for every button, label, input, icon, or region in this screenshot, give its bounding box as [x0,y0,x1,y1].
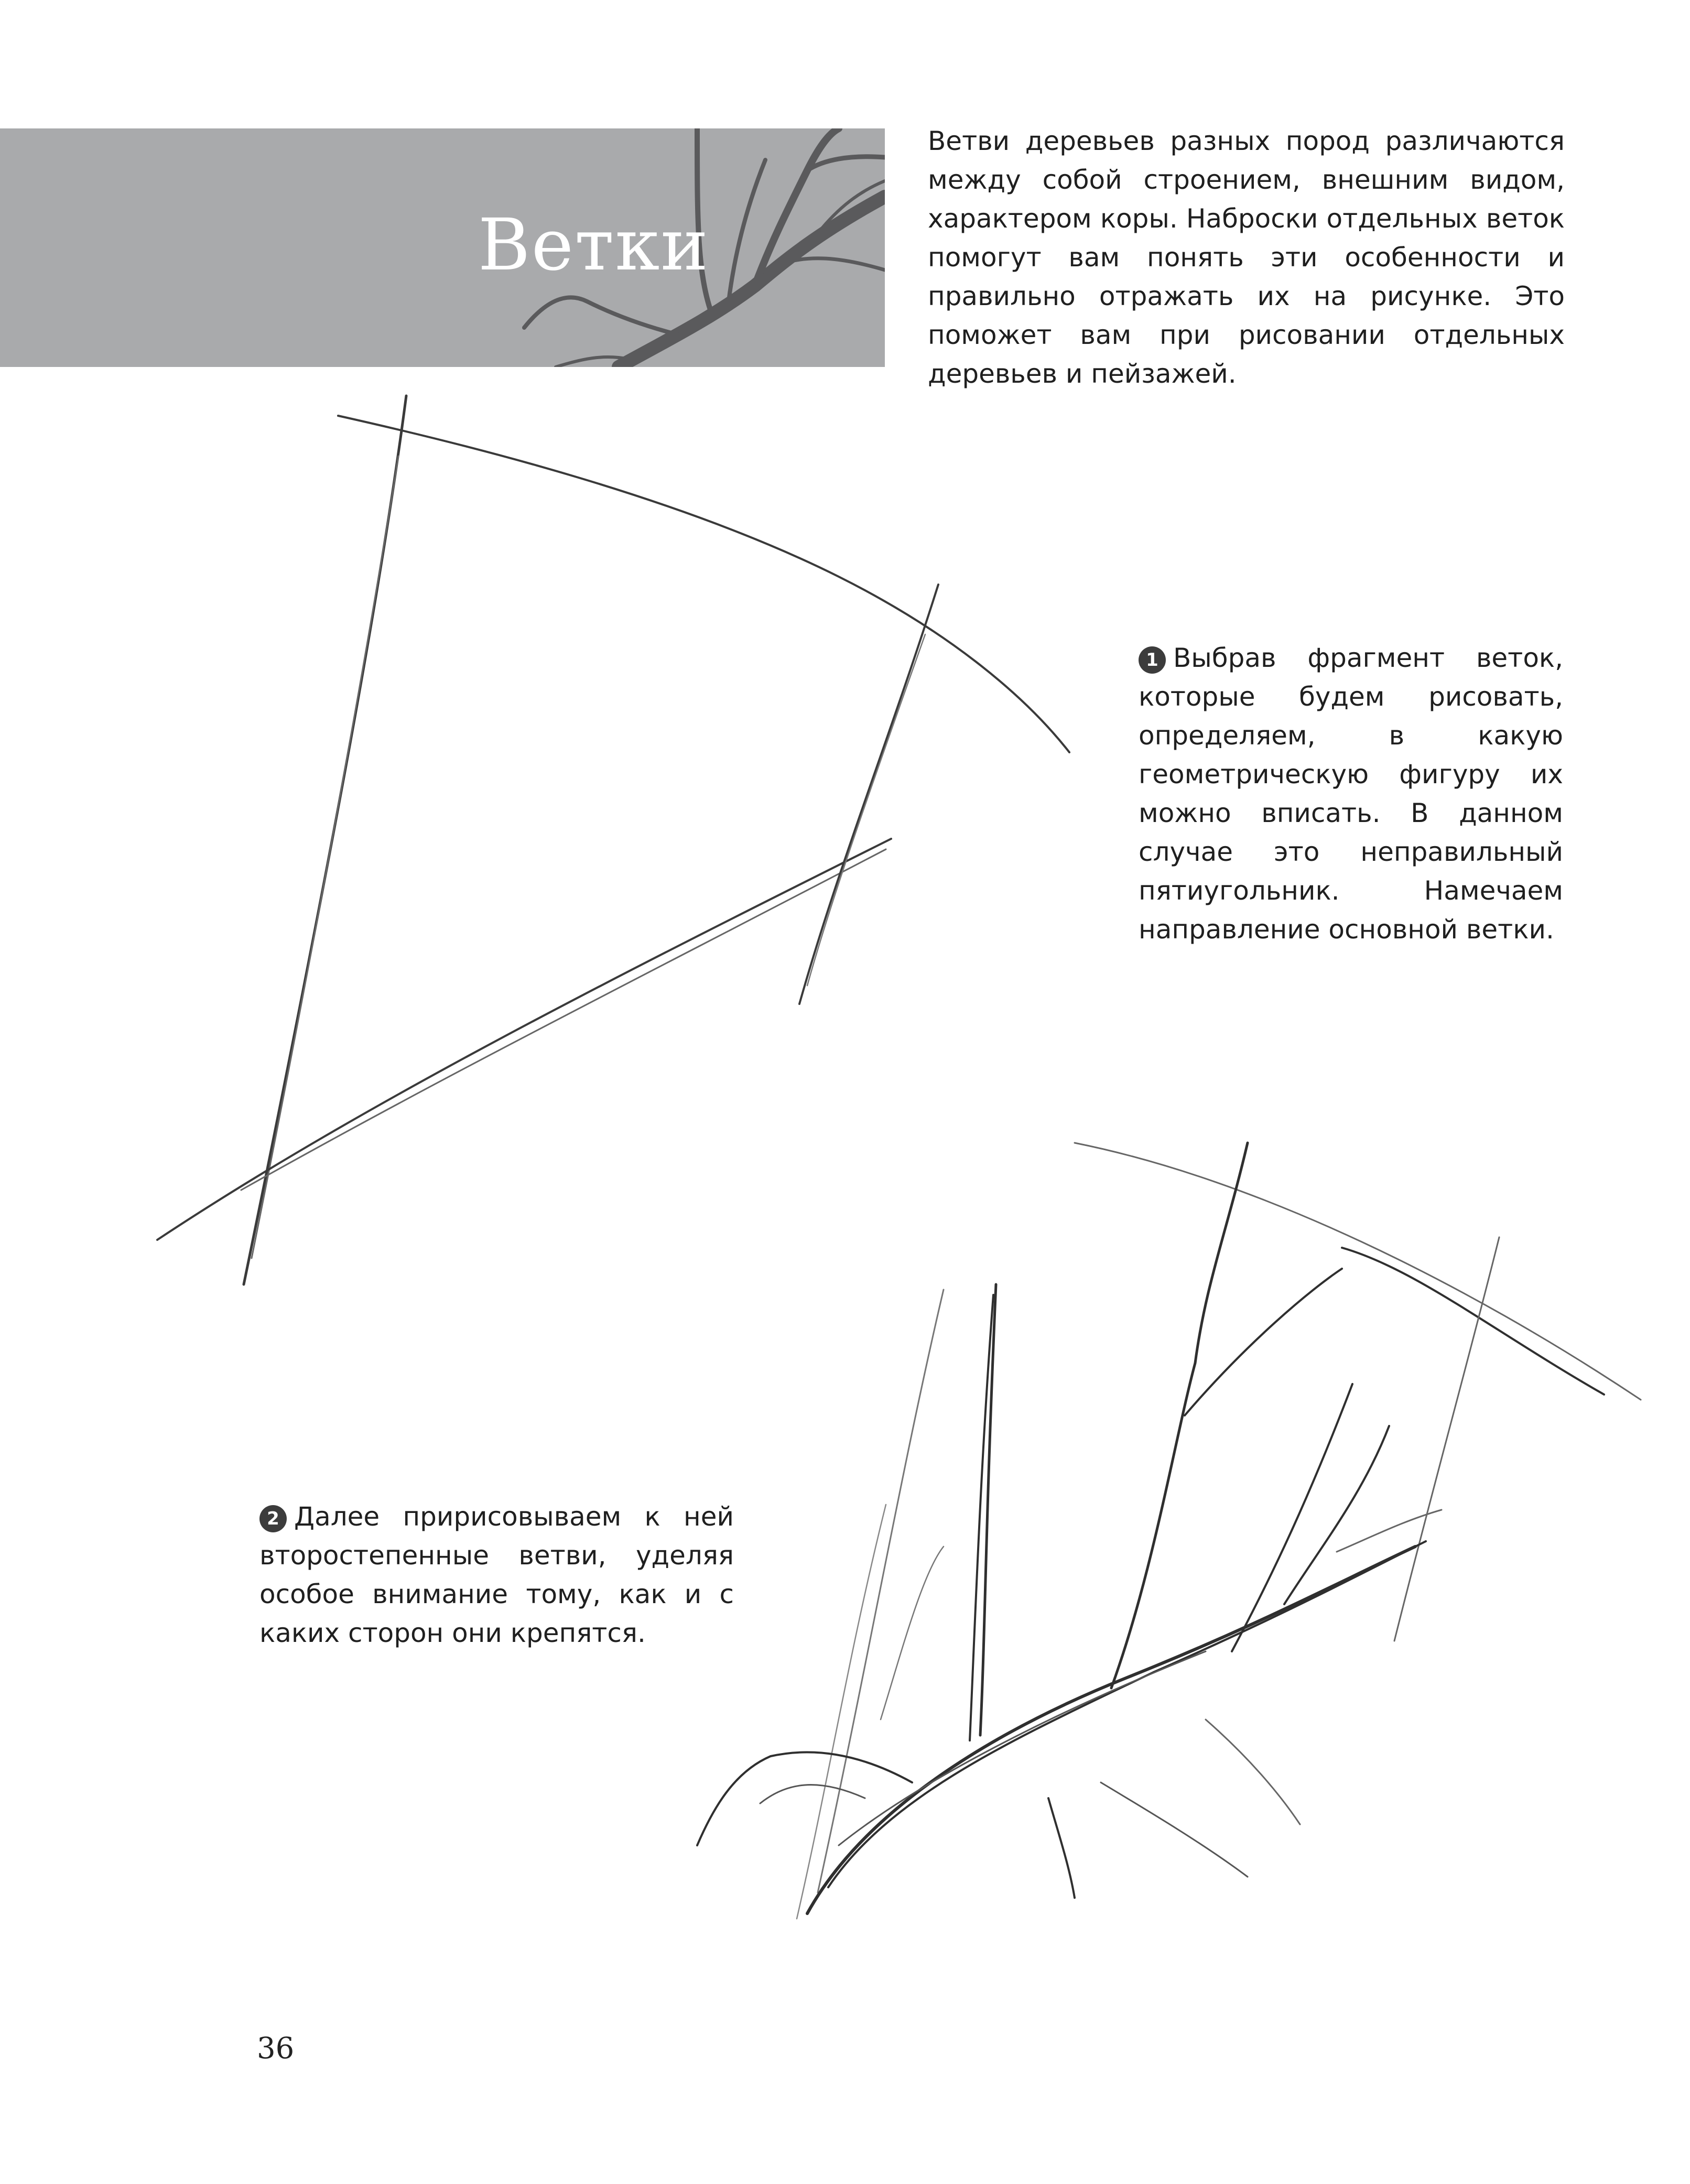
page-title: Ветки [478,204,709,287]
step-2-text: Далее пририсовываем к ней второстепенные ветви, уделяя особое внимание тому, как и с каких сторон они крепятся. [259,1501,734,1648]
step-1-number-badge: 1 [1139,646,1166,674]
step-2-number-badge: 2 [259,1505,287,1532]
step-1-text: Выбрав фрагмент веток, которые будем рисовать, определяем, в какую геометрическую фигуру их можно вписать. В данном случае это неправильный пятиугольник. Намечаем направление основной ветки. [1139,643,1563,945]
intro-paragraph: Ветви деревьев разных пород различаются между собой строением, внешним видом, характером коры. Наброски отдельных веток помогут вам понять эти особенности и правильно отражать их на рисунке. Это поможет вам при рисовании отдельных деревьев и пейзажей. [928,126,1565,389]
page-number: 36 [257,2031,295,2066]
